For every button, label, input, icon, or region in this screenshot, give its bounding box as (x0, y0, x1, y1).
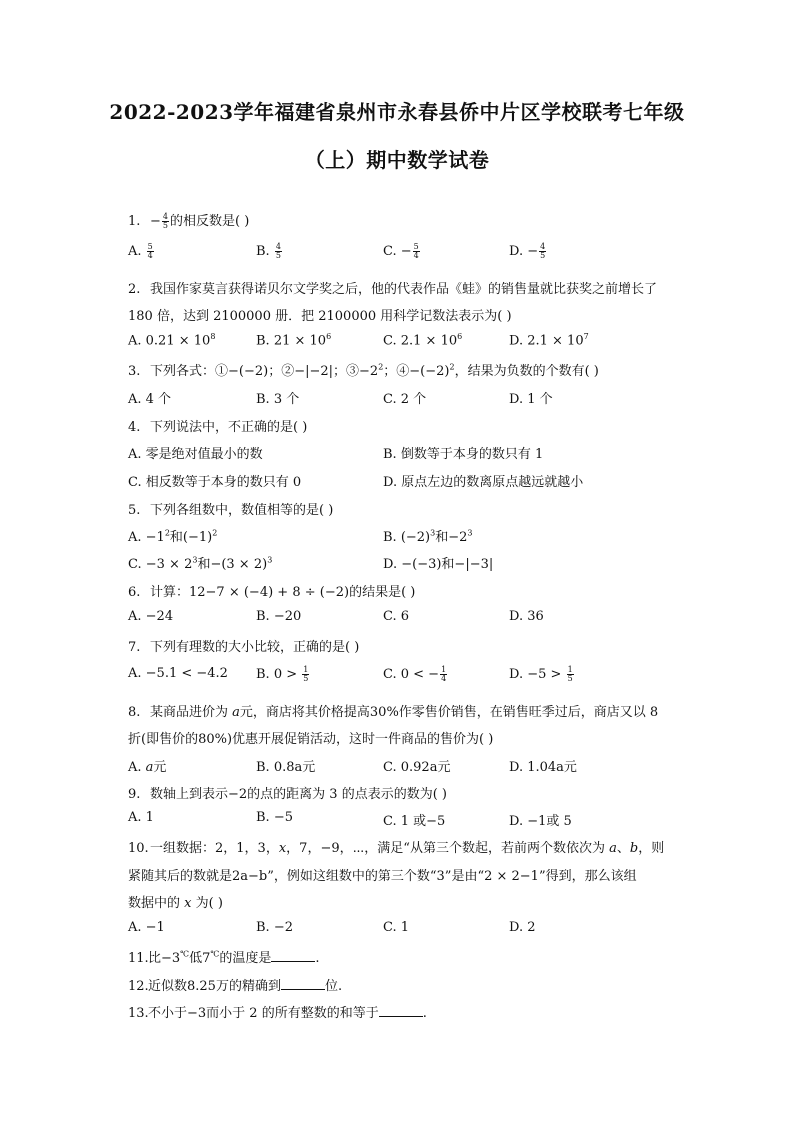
q8-option-d: D. 1.04a元 (509, 760, 577, 775)
q7-option-b: B. 0 > $\frac{1}{5}$ (256, 665, 309, 683)
question-6: 6. 计算：12−7 × (−4) + 8 ÷ (−2)的结果是( ) (128, 585, 416, 600)
answer-blank[interactable] (271, 949, 315, 962)
q3-option-a: A. 4 个 (128, 392, 172, 407)
q8-option-a: A. a元 (128, 760, 167, 775)
q4-option-c: C. 相反数等于本身的数只有 0 (128, 475, 302, 490)
question-10-cont-2: 数据中的 x 为( ) (128, 896, 223, 911)
q10-option-b: B. −2 (256, 920, 293, 935)
q3-option-b: B. 3 个 (256, 392, 300, 407)
q10-option-c: C. 1 (383, 920, 410, 935)
q7-option-d: D. −5 > $\frac{1}{5}$ (509, 665, 573, 683)
question-8: 8. 某商品进价为 a元，商店将其价格提高30%作零售价销售，在销售旺季过后，商店又以 8 (128, 705, 659, 720)
question-10: 10.一组数据：2，1，3，x，7，−9，⋯，满足“从第三个数起，若前两个数依次为 a、b，则 (128, 841, 665, 856)
q1-option-c: C. − $\frac{5}{4}$ (383, 242, 419, 260)
q2-option-a: A. $0.21 \times 10^8$ (128, 332, 216, 349)
paper-title-line-1: 2022-2023学年福建省泉州市永春县侨中片区学校联考七年级 (109, 100, 685, 124)
q2-option-c: C. $2.1 \times 10^6$ (383, 332, 463, 349)
question-2-cont: 180 倍，达到 2100000 册．把 2100000 用科学记数法表示为( ) (128, 309, 512, 324)
question-7: 7. 下列有理数的大小比较，正确的是( ) (128, 640, 360, 655)
question-10-cont: 紧随其后的数就是2a−b”，例如这组数中的第三个数“3”是由“2 × 2−1”得到，那么该组 (128, 869, 637, 884)
question-9: 9. 数轴上到表示−2的点的距离为 3 的点表示的数为( ) (128, 787, 447, 802)
q5-option-d: D. −(−3)和−|−3| (383, 557, 494, 572)
question-8-cont: 折(即售价的80%)优惠开展促销活动，这时一件商品的售价为( ) (128, 732, 494, 747)
q8-option-c: C. 0.92a元 (383, 760, 451, 775)
q9-option-c: C. 1 或−5 (383, 814, 446, 829)
q6-option-d: D. 36 (509, 609, 544, 624)
q5-option-b: B. $(-2)^3$和$-2^3$ (383, 528, 473, 545)
q2-option-d: D. $2.1 \times 10^7$ (509, 332, 589, 349)
q6-option-b: B. −20 (256, 609, 302, 624)
q7-option-c: C. 0 < − $\frac{1}{4}$ (383, 665, 447, 683)
q8-option-b: B. 0.8a元 (256, 760, 316, 775)
question-5: 5. 下列各组数中，数值相等的是( ) (128, 503, 334, 518)
answer-blank[interactable] (379, 1004, 423, 1017)
q4-option-b: B. 倒数等于本身的数只有 1 (383, 447, 544, 462)
q1-option-a: A. $\frac{5}{4}$ (128, 242, 153, 260)
q5-option-c: C. $-3 \times 2^3$和$-(3 \times 2)^3$ (128, 555, 273, 572)
question-2: 2. 我国作家莫言获得诺贝尔文学奖之后，他的代表作品《蛙》的销售量就比获奖之前增长了 (128, 282, 658, 297)
q3-option-d: D. 1 个 (509, 392, 553, 407)
q10-option-d: D. 2 (509, 920, 536, 935)
q1-option-d: D. − $\frac{4}{5}$ (509, 242, 546, 260)
q7-option-a: A. −5.1 < −4.2 (128, 666, 228, 681)
q4-option-d: D. 原点左边的数离原点越远就越小 (383, 475, 584, 490)
question-4: 4. 下列说法中，不正确的是( ) (128, 420, 308, 435)
question-3: 3. 下列各式：①−(−2)；②−|−2|；$③-2^2$；$④-(-2)^2$，结果为负数的个数有( ) (128, 362, 599, 379)
question-1: 1. − $\frac{4}{5}$ 的相反数是( ) (128, 212, 250, 230)
q1-option-b: B. $\frac{4}{5}$ (256, 242, 281, 260)
q6-option-a: A. −24 (128, 609, 174, 624)
paper-title-line-2: （上）期中数学试卷 (304, 148, 490, 172)
q9-option-b: B. −5 (256, 810, 293, 825)
question-12: 12.近似数8.25万的精确到 位. (128, 979, 343, 994)
q5-option-a: A. $-1^2$和$(-1)^2$ (128, 528, 218, 545)
q9-option-d: D. −1或 5 (509, 814, 572, 829)
question-13: 13.不小于−3而小于 2 的所有整数的和等于 . (128, 1006, 427, 1021)
q10-option-a: A. −1 (128, 920, 165, 935)
q9-option-a: A. 1 (128, 810, 154, 825)
answer-blank[interactable] (281, 977, 325, 990)
q6-option-c: C. 6 (383, 609, 410, 624)
question-11: 11.比−3℃低7℃的温度是 . (128, 949, 320, 966)
q3-option-c: C. 2 个 (383, 392, 427, 407)
q2-option-b: B. $21 \times 10^6$ (256, 332, 332, 349)
q4-option-a: A. 零是绝对值最小的数 (128, 447, 263, 462)
